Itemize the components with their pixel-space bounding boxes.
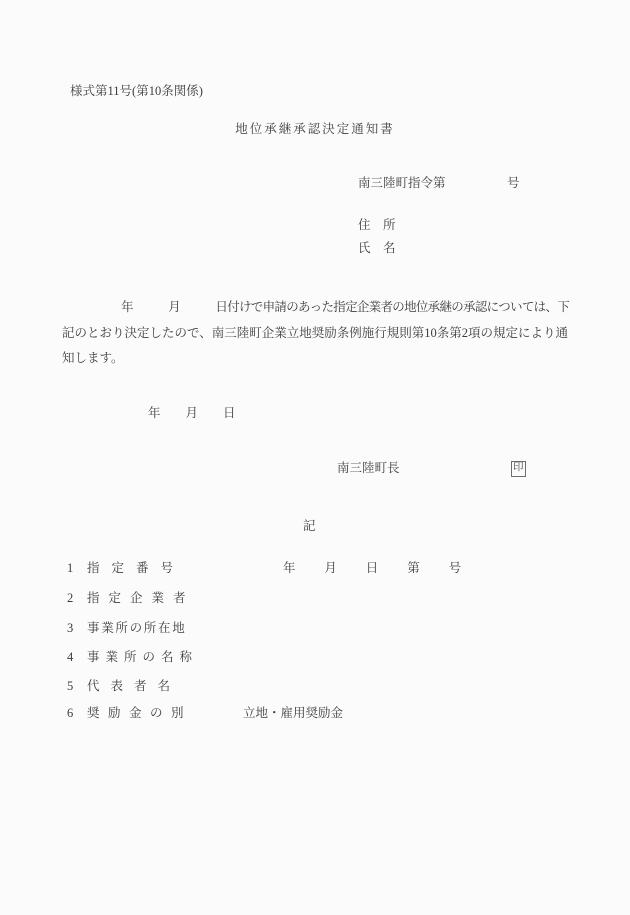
item-row <box>67 707 607 723</box>
body-line: 知します。 <box>62 351 124 365</box>
item-number: 5 <box>67 679 74 693</box>
item-number: 3 <box>67 621 74 635</box>
name-label: 氏 名 <box>358 241 396 255</box>
item-row <box>67 592 607 608</box>
form-number: 様式第11号(第10条関係) <box>70 84 203 98</box>
item-number: 1 <box>67 561 74 575</box>
item-number: 2 <box>67 591 74 605</box>
item-number: 6 <box>67 706 74 720</box>
item-row <box>67 651 607 667</box>
item-number: 4 <box>67 650 74 664</box>
address-label: 住 所 <box>358 218 396 232</box>
date-line: 年 月 日 <box>148 406 236 420</box>
item-value: 立地・雇用奨励金 <box>243 706 344 720</box>
item-label: 事業所の名称 <box>87 650 199 664</box>
item-row <box>67 622 607 638</box>
item-label: 指定企業者 <box>87 591 195 605</box>
seal-icon: 印 <box>511 461 526 477</box>
document-title: 地位承継承認決定通知書 <box>235 122 395 136</box>
body-line: 記のとおり決定したので、南三陸町企業立地奨励条例施行規則第10条第2項の規定により通 <box>62 326 569 340</box>
body-line: 年 月 日付けで申請のあった指定企業者の地位承継の承認については、下 <box>62 300 570 314</box>
item-label: 奨励金の別 <box>87 706 193 720</box>
item-label: 代表者名 <box>87 679 182 693</box>
mayor-title: 南三陸町長 <box>337 461 400 475</box>
directive-number-suffix: 号 <box>507 176 520 190</box>
item-row <box>67 562 607 578</box>
directive-number-prefix: 南三陸町指令第 <box>358 176 446 190</box>
record-marker: 記 <box>303 519 316 533</box>
item-row <box>67 680 607 696</box>
item-label: 事業所の所在地 <box>87 621 187 635</box>
item-value: 年 月 日 第 号 <box>283 561 463 575</box>
item-label: 指定番号 <box>87 561 186 575</box>
